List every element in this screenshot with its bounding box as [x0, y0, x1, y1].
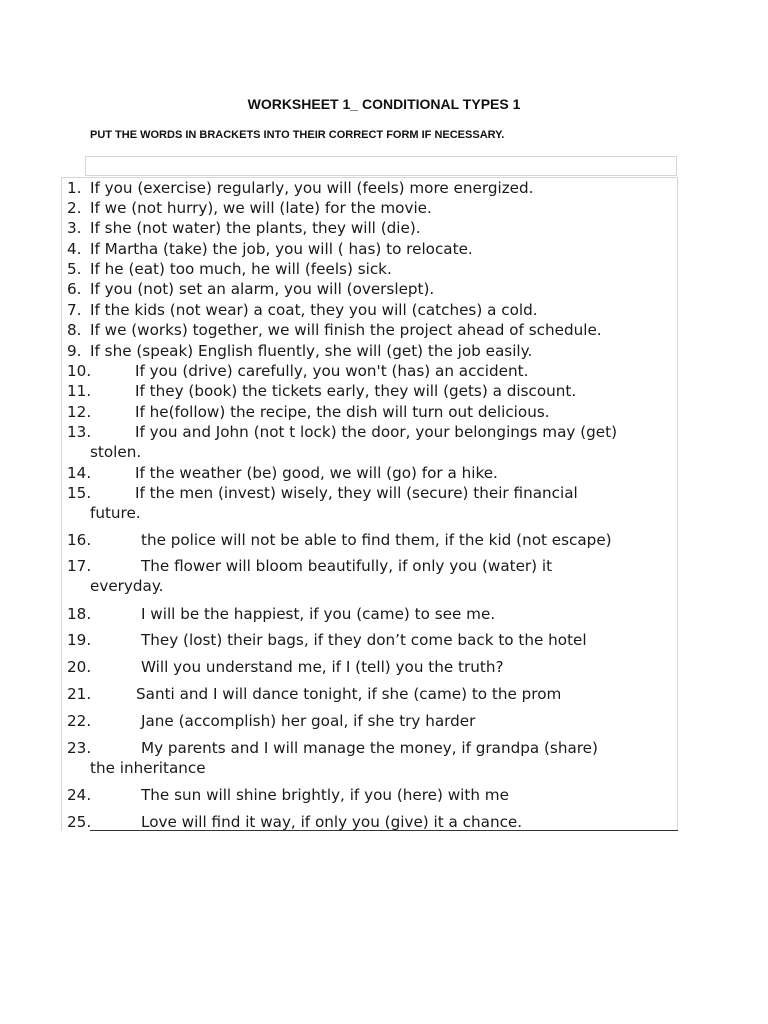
item-number: 8. — [67, 321, 82, 339]
item-number: 12. — [67, 403, 92, 421]
item-number: 3. — [67, 219, 82, 237]
item-number: 5. — [67, 260, 82, 278]
item-text-continuation: future. — [90, 504, 141, 522]
item-text-continuation: the inheritance — [90, 759, 206, 777]
item-number: 14. — [67, 464, 92, 482]
item-text: Santi and I will dance tonight, if she (came) to the prom — [136, 685, 562, 703]
item-number: 4. — [67, 240, 82, 258]
item-text: If the weather (be) good, we will (go) for a hike. — [135, 464, 498, 482]
item-text: If the kids (not wear) a coat, they you will (catches) a cold. — [90, 301, 538, 319]
item-number: 11. — [67, 382, 92, 400]
item-number: 13. — [67, 423, 92, 441]
item-number: 10. — [67, 362, 92, 380]
worksheet-title: WORKSHEET 1_ CONDITIONAL TYPES 1 — [247, 96, 521, 112]
item-number: 20. — [67, 658, 92, 676]
item-number: 23. — [67, 739, 92, 757]
item-text: If they (book) the tickets early, they will (gets) a discount. — [135, 382, 577, 400]
item-text: If you (drive) carefully, you won't (has) an accident. — [135, 362, 529, 380]
item-number: 25. — [67, 813, 92, 831]
instruction-text: PUT THE WORDS IN BRACKETS INTO THEIR CORRECT FORM IF NECESSARY. — [90, 129, 505, 141]
item-number: 1. — [67, 179, 82, 197]
item-text: They (lost) their bags, if they don’t come back to the hotel — [141, 631, 587, 649]
item-text: If you (exercise) regularly, you will (feels) more energized. — [90, 179, 534, 197]
item-text: the police will not be able to find them, if the kid (not escape) — [141, 531, 612, 549]
item-text: If we (not hurry), we will (late) for the movie. — [90, 199, 432, 217]
item-number: 2. — [67, 199, 82, 217]
item-text: My parents and I will manage the money, if grandpa (share) — [141, 739, 598, 757]
item-text: If the men (invest) wisely, they will (secure) their financial — [135, 484, 578, 502]
item-number: 7. — [67, 301, 82, 319]
item-text: The sun will shine brightly, if you (here) with me — [141, 786, 509, 804]
item-text-continuation: everyday. — [90, 577, 164, 595]
item-text: The flower will bloom beautifully, if only you (water) it — [141, 557, 553, 575]
item-number: 15. — [67, 484, 92, 502]
item-text: If Martha (take) the job, you will ( has) to relocate. — [90, 240, 473, 258]
item-number: 22. — [67, 712, 92, 730]
item-text: If she (speak) English fluently, she will (get) the job easily. — [90, 342, 533, 360]
item-text: I will be the happiest, if you (came) to see me. — [141, 605, 496, 623]
item-number: 21. — [67, 685, 92, 703]
item-text: If you and John (not t lock) the door, your belongings may (get) — [135, 423, 618, 441]
item-text: If she (not water) the plants, they will (die). — [90, 219, 421, 237]
item-text: Jane (accomplish) her goal, if she try harder — [141, 712, 476, 730]
item-text: Love will find it way, if only you (give) it a chance. — [141, 813, 523, 831]
item-number: 16. — [67, 531, 92, 549]
item-text-continuation: stolen. — [90, 443, 142, 461]
item-number: 18. — [67, 605, 92, 623]
header-cell — [85, 156, 677, 176]
item-text: If he(follow) the recipe, the dish will turn out delicious. — [135, 403, 550, 421]
item-text: If you (not) set an alarm, you will (overslept). — [90, 280, 435, 298]
item-text: If we (works) together, we will finish the project ahead of schedule. — [90, 321, 602, 339]
item-number: 17. — [67, 557, 92, 575]
item-number: 9. — [67, 342, 82, 360]
item-text: If he (eat) too much, he will (feels) sick. — [90, 260, 392, 278]
item-text: Will you understand me, if I (tell) you the truth? — [141, 658, 504, 676]
item-number: 6. — [67, 280, 82, 298]
item-number: 24. — [67, 786, 92, 804]
item-number: 19. — [67, 631, 92, 649]
